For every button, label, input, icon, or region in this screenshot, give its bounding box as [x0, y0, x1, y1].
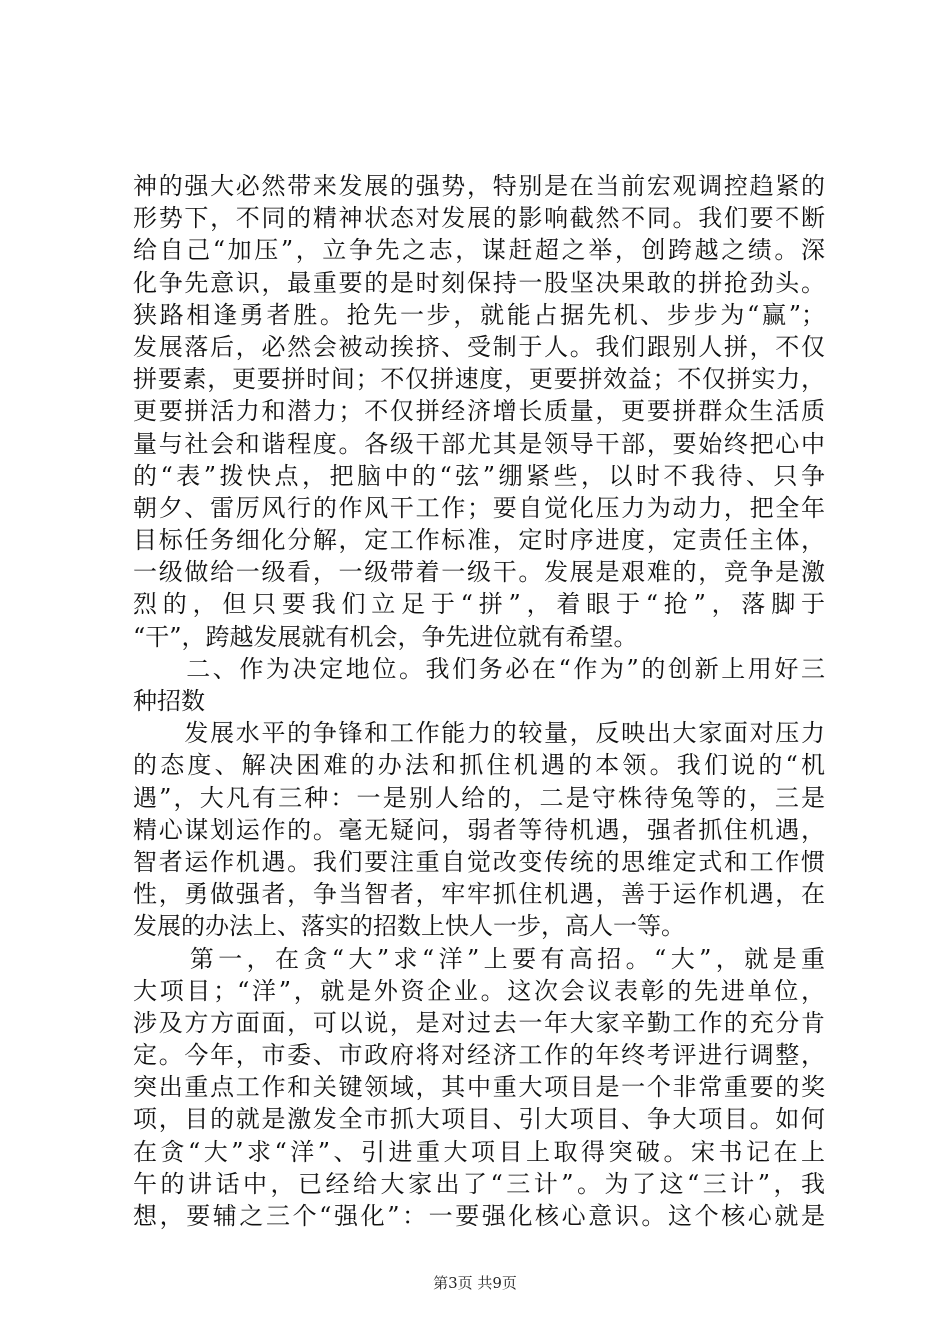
page-footer: 第3页 共9页 — [433, 1274, 517, 1292]
text-line: 目标任务细化分解，定工作标准，定时序进度，定责任主体， — [133, 526, 825, 555]
text-line: 发展的办法上、落实的招数上快人一步，高人一等。 — [133, 912, 685, 941]
text-line: 给自己“加压”，立争先之志，谋赶超之举，创跨越之绩。深 — [133, 236, 825, 265]
text-line: 发展水平的争锋和工作能力的较量，反映出大家面对压力 — [133, 719, 825, 748]
body-text — [133, 170, 825, 1232]
text-line: 突出重点工作和关键领域，其中重大项目是一个非常重要的奖 — [133, 1073, 825, 1102]
text-line: 种招数 — [133, 687, 205, 715]
text-line: 智者运作机遇。我们要注重自觉改变传统的思维定式和工作惯 — [133, 847, 825, 876]
text-line: 项，目的就是激发全市抓大项目、引大项目、争大项目。如何 — [133, 1105, 825, 1134]
text-line: 性，勇做强者，争当智者，牢牢抓住机遇，善于运作机遇，在 — [133, 880, 825, 909]
text-line: 大项目；“洋”，就是外资企业。这次会议表彰的先进单位， — [133, 976, 825, 1005]
text-line: 涉及方方面面，可以说，是对过去一年大家辛勤工作的充分肯 — [133, 1008, 825, 1037]
text-line: 神的强大必然带来发展的强势，特别是在当前宏观调控趋紧的 — [133, 172, 825, 200]
text-line: 烈的，但只要我们立足于“拼”，着眼于“抢”，落脚于 — [133, 590, 825, 619]
text-line: 第一，在贪“大”求“洋”上要有高招。“大”，就是重 — [133, 944, 825, 973]
text-line: “干”，跨越发展就有机会，争先进位就有希望。 — [133, 622, 638, 651]
text-line: 朝夕、雷厉风行的作风干工作；要自觉化压力为动力，把全年 — [133, 493, 825, 522]
text-line: 拼要素，更要拼时间；不仅拼速度，更要拼效益；不仅拼实力， — [133, 365, 825, 394]
text-line: 形势下，不同的精神状态对发展的影响截然不同。我们要不断 — [133, 204, 825, 233]
text-line: 二、作为决定地位。我们务必在“作为”的创新上用好三 — [133, 654, 825, 683]
text-line: 午的讲话中，已经给大家出了“三计”。为了这“三计”，我 — [133, 1169, 825, 1198]
text-line: 发展落后，必然会被动挨挤、受制于人。我们跟别人拼，不仅 — [133, 332, 825, 361]
text-line: 一级做给一级看，一级带着一级干。发展是艰难的，竞争是激 — [133, 558, 825, 587]
text-line: 化争先意识，最重要的是时刻保持一股坚决果敢的拼抢劲头。 — [133, 268, 825, 297]
text-line: 狭路相逢勇者胜。抢先一步，就能占据先机、步步为“赢”； — [133, 300, 825, 329]
text-line: 量与社会和谐程度。各级干部尤其是领导干部，要始终把心中 — [133, 429, 825, 458]
text-line: 在贪“大”求“洋”、引进重大项目上取得突破。宋书记在上 — [133, 1137, 825, 1166]
text-line: 更要拼活力和潜力；不仅拼经济增长质量，更要拼群众生活质 — [133, 397, 825, 426]
text-line: 想，要辅之三个“强化”：一要强化核心意识。这个核心就是 — [133, 1202, 825, 1230]
text-line: 的“表”拨快点，把脑中的“弦”绷紧些，以时不我待、只争 — [133, 461, 825, 490]
text-line: 遇”，大凡有三种：一是别人给的，二是守株待兔等的，三是 — [133, 783, 825, 812]
text-line: 的态度、解决困难的办法和抓住机遇的本领。我们说的“机 — [133, 751, 825, 780]
text-line: 定。今年，市委、市政府将对经济工作的年终考评进行调整， — [133, 1041, 825, 1070]
text-line: 精心谋划运作的。毫无疑问，弱者等待机遇，强者抓住机遇， — [133, 815, 825, 844]
